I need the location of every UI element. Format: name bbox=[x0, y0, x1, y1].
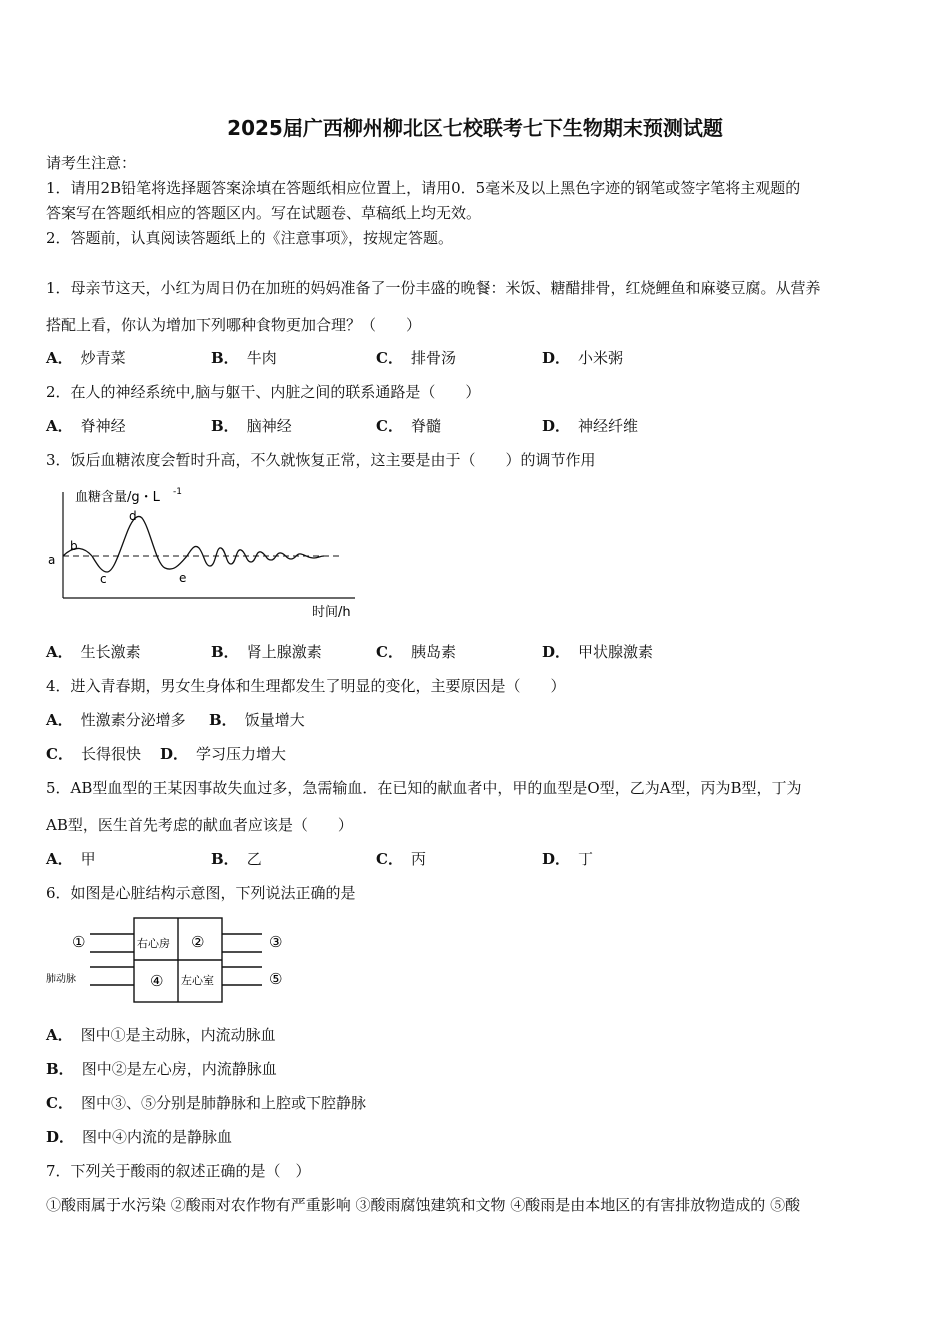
q1-option-d[interactable]: D． 小米粥 bbox=[542, 349, 624, 367]
q6-option-d[interactable]: D． 图中④内流的是静脉血 bbox=[46, 1128, 233, 1146]
diagram-label-right-atrium: 右心房 bbox=[137, 937, 170, 950]
q1-option-a[interactable]: A． 炒青菜 bbox=[46, 349, 126, 367]
heart-structure-diagram bbox=[40, 912, 300, 1012]
q5-option-d[interactable]: D． 丁 bbox=[542, 850, 594, 868]
diagram-label-left-ventricle: 左心室 bbox=[181, 974, 214, 987]
q5-option-c[interactable]: C． 丙 bbox=[376, 850, 426, 868]
q5-option-b[interactable]: B． 乙 bbox=[211, 850, 262, 868]
diagram-label-5: ⑤ bbox=[269, 970, 283, 988]
graph-label-e: e bbox=[179, 571, 187, 585]
q1-stem-line-1: 1．母亲节这天，小红为周日仍在加班的妈妈准备了一份丰盛的晚餐：米饭、糖醋排骨，红烧鲤鱼和麻婆豆腐。从营养 bbox=[46, 279, 821, 297]
q2-option-d[interactable]: D． 神经纤维 bbox=[542, 417, 639, 435]
q3-stem: 3．饭后血糖浓度会暂时升高，不久就恢复正常，这主要是由于（ ）的调节作用 bbox=[46, 451, 596, 469]
q3-option-d[interactable]: D． 甲状腺激素 bbox=[542, 643, 654, 661]
q5-stem-line-2: AB型，医生首先考虑的献血者应该是（ ） bbox=[46, 816, 353, 834]
q2-option-c[interactable]: C． 脊髓 bbox=[376, 417, 441, 435]
q2-stem: 2．在人的神经系统中,脑与躯干、内脏之间的联系通路是（ ） bbox=[46, 383, 481, 401]
q4-option-c[interactable]: C． 长得很快 bbox=[46, 745, 141, 763]
graph-label-d: d bbox=[129, 509, 137, 523]
q1-option-c[interactable]: C． 排骨汤 bbox=[376, 349, 456, 367]
notice-heading: 请考生注意： bbox=[46, 154, 137, 172]
q2-option-a[interactable]: A． 脊神经 bbox=[46, 417, 126, 435]
graph-y-label-exponent: -1 bbox=[173, 487, 182, 497]
blood-sugar-curve bbox=[63, 517, 324, 573]
diagram-label-2: ② bbox=[191, 933, 205, 951]
notice-line-2: 答案写在答题纸相应的答题区内。写在试题卷、草稿纸上均无效。 bbox=[46, 204, 482, 222]
graph-y-label: 血糖含量/g・L bbox=[75, 490, 160, 505]
q6-stem: 6．如图是心脏结构示意图，下列说法正确的是 bbox=[46, 884, 356, 902]
notice-line-3: 2．答题前，认真阅读答题纸上的《注意事项》，按规定答题。 bbox=[46, 229, 454, 247]
q3-option-a[interactable]: A． 生长激素 bbox=[46, 643, 141, 661]
q2-option-b[interactable]: B． 脑神经 bbox=[211, 417, 292, 435]
q5-stem-line-1: 5．AB型血型的王某因事故失血过多，急需输血．在已知的献血者中，甲的血型是O型，乙为A型，丙为B型，丁为 bbox=[46, 779, 802, 797]
diagram-label-1: ① bbox=[72, 933, 86, 951]
q4-option-b[interactable]: B． 饭量增大 bbox=[209, 711, 305, 729]
graph-label-a: a bbox=[48, 553, 56, 567]
q1-stem-line-2: 搭配上看，你认为增加下列哪种食物更加合理？（ ） bbox=[46, 316, 422, 334]
diagram-label-pulmonary-artery: 肺动脉 bbox=[46, 974, 76, 985]
graph-label-c: c bbox=[100, 572, 107, 586]
graph-x-label: 时间/h bbox=[312, 605, 351, 620]
q7-statements: ①酸雨属于水污染 ②酸雨对农作物有严重影响 ③酸雨腐蚀建筑和文物 ④酸雨是由本地区的有害排放物造成的 ⑤酸 bbox=[46, 1196, 801, 1214]
q4-option-a[interactable]: A． 性激素分泌增多 bbox=[46, 711, 186, 729]
notice-line-1: 1．请用2B铅笔将选择题答案涂填在答题纸相应位置上，请用0．5毫米及以上黑色字迹的钢笔或签字笔将主观题的 bbox=[46, 179, 801, 197]
q3-option-b[interactable]: B． 肾上腺激素 bbox=[211, 643, 322, 661]
q6-option-b[interactable]: B． 图中②是左心房，内流静脉血 bbox=[46, 1060, 277, 1078]
q5-option-a[interactable]: A． 甲 bbox=[46, 850, 96, 868]
q6-option-c[interactable]: C． 图中③、⑤分别是肺静脉和上腔或下腔静脉 bbox=[46, 1094, 366, 1112]
blood-sugar-graph bbox=[40, 480, 370, 625]
diagram-label-4: ④ bbox=[150, 972, 164, 990]
diagram-label-3: ③ bbox=[269, 933, 283, 951]
q3-option-c[interactable]: C． 胰岛素 bbox=[376, 643, 456, 661]
q4-stem: 4．进入青春期，男女生身体和生理都发生了明显的变化，主要原因是（ ） bbox=[46, 677, 566, 695]
graph-label-b: b bbox=[70, 539, 78, 553]
q4-option-d[interactable]: D． 学习压力增大 bbox=[160, 745, 287, 763]
q7-stem: 7．下列关于酸雨的叙述正确的是（ ） bbox=[46, 1162, 311, 1180]
q1-option-b[interactable]: B． 牛肉 bbox=[211, 349, 277, 367]
page-title: 2025届广西柳州柳北区七校联考七下生物期末预测试题 bbox=[227, 116, 723, 140]
q6-option-a[interactable]: A． 图中①是主动脉，内流动脉血 bbox=[46, 1026, 276, 1044]
